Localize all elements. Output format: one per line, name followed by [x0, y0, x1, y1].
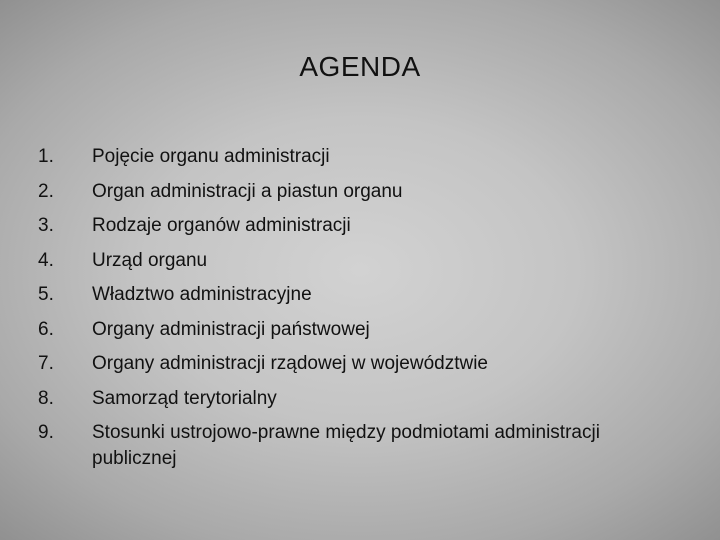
agenda-item	[38, 416, 678, 476]
agenda-item-number: 2.	[38, 180, 54, 202]
agenda-item-text: Organ administracji a piastun organu	[92, 180, 403, 202]
agenda-item	[38, 244, 678, 279]
agenda-item	[38, 347, 678, 382]
agenda-item-text: Stosunki ustrojowo-prawne między podmiotami administracji publicznej	[92, 422, 600, 469]
agenda-item-number: 4.	[38, 249, 54, 271]
agenda-item-number: 3.	[38, 215, 54, 236]
agenda-item	[38, 382, 678, 417]
agenda-item-number: 1.	[38, 146, 54, 167]
agenda-item-text: Organy administracji rządowej w województwie	[92, 353, 488, 374]
agenda-item-text: Rodzaje organów administracji	[92, 215, 351, 236]
agenda-item	[38, 175, 678, 210]
agenda-item-number: 9.	[38, 422, 54, 443]
agenda-item-text: Urząd organu	[92, 249, 208, 271]
agenda-item-number: 7.	[38, 353, 54, 374]
agenda-item-number: 5.	[38, 284, 54, 305]
agenda-item-text: Pojęcie organu administracji	[92, 146, 330, 167]
agenda-item	[38, 140, 678, 175]
agenda-item-number: 6.	[38, 318, 54, 340]
agenda-item-text: Samorząd terytorialny	[92, 387, 277, 409]
slide-title: AGENDA	[299, 51, 421, 82]
agenda-item	[38, 209, 678, 244]
agenda-item-text: Organy administracji państwowej	[92, 318, 370, 340]
agenda-item	[38, 278, 678, 313]
agenda-item-text: Władztwo administracyjne	[92, 284, 312, 305]
agenda-item	[38, 313, 678, 348]
agenda-list	[38, 140, 678, 476]
agenda-item-number: 8.	[38, 387, 54, 409]
